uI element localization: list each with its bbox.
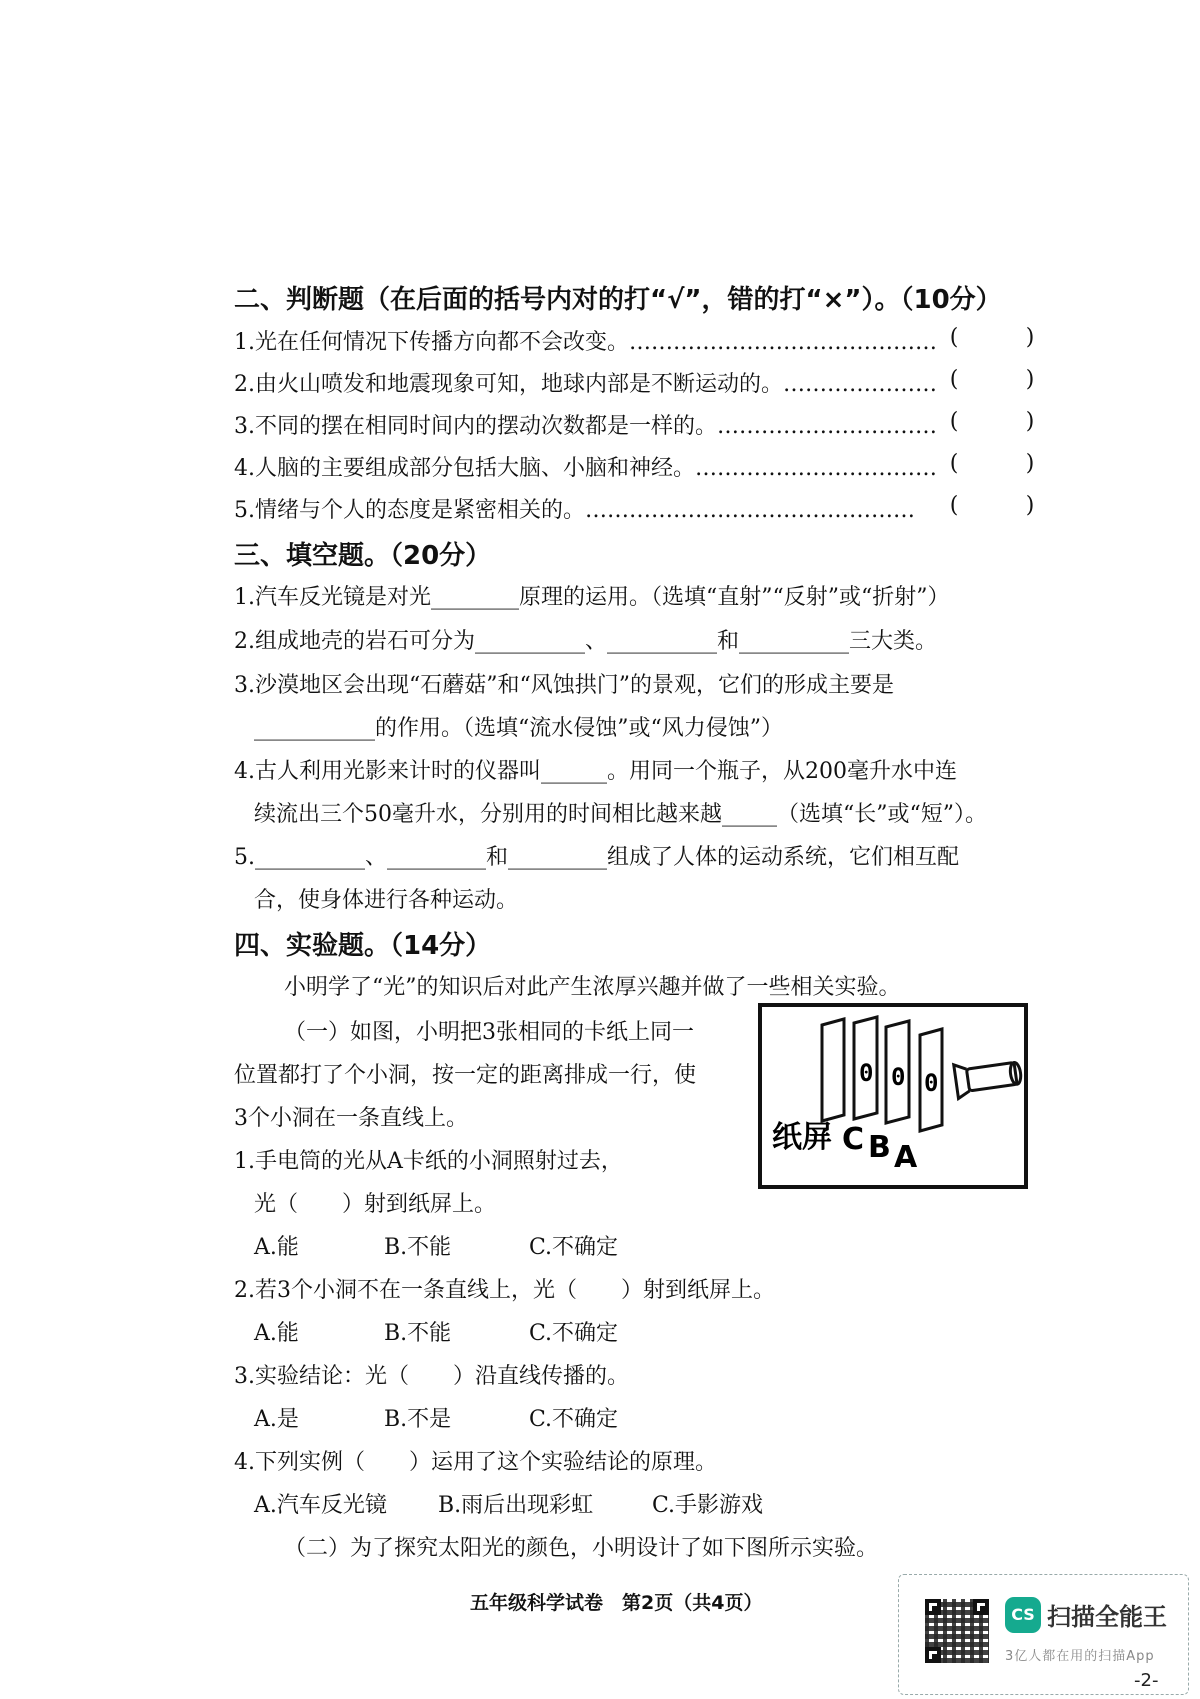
card-label-a: A [894, 1140, 918, 1175]
experiment-intro: 小明学了“光”的知识后对此产生浓厚兴趣并做了一些相关实验。 [284, 975, 901, 1000]
scanner-app-name: 扫描全能王 [1047, 1603, 1167, 1631]
fill-blank-line-4b: 续流出三个50毫升水，分别用的时间相比越来越_____（选填“长”或“短”）。 [254, 802, 987, 827]
part1-line-3: 3个小洞在一条直线上。 [234, 1106, 468, 1131]
q2-option-c: C.不确定 [529, 1321, 619, 1346]
q1-option-c: C.不确定 [529, 1235, 619, 1260]
answer-paren-open-3: ( [949, 409, 959, 434]
screen-panel [822, 1019, 844, 1121]
qr-finder [925, 1599, 941, 1615]
page-footer: 五年级科学试卷 第2页（共4页） [470, 1592, 763, 1614]
scan-page-number: -2- [1134, 1670, 1159, 1691]
fill-blank-line-4: 4.古人利用光影来计时的仪器叫______。用同一个瓶子，从200毫升水中连 [234, 759, 957, 784]
part1-line-2: 位置都打了个小洞，按一定的距离排成一行，使 [234, 1063, 697, 1088]
question-1: 1.手电筒的光从A卡纸的小洞照射过去， [234, 1149, 623, 1174]
q2-option-b: B.不能 [384, 1321, 452, 1346]
judgment-item-4: 4.人脑的主要组成部分包括大脑、小脑和神经。…………………………… [234, 456, 937, 481]
fill-blank-line-3: 3.沙漠地区会出现“石蘑菇”和“风蚀拱门”的景观，它们的形成主要是 [234, 673, 894, 698]
answer-paren-close-1: ) [1025, 325, 1035, 350]
q4-option-b: B.雨后出现彩虹 [438, 1493, 594, 1518]
fill-blank-line-3b: ___________的作用。（选填“流水侵蚀”或“风力侵蚀”） [254, 716, 783, 741]
question-1b: 光（ ）射到纸屏上。 [254, 1192, 497, 1217]
q4-option-c: C.手影游戏 [652, 1493, 764, 1518]
q3-option-c: C.不确定 [529, 1407, 619, 1432]
q1-option-b: B.不能 [384, 1235, 452, 1260]
fill-blank-line-1: 1.汽车反光镜是对光________原理的运用。（选填“直射”“反射”或“折射”） [234, 585, 950, 610]
question-2: 2.若3个小洞不在一条直线上，光（ ）射到纸屏上。 [234, 1278, 775, 1303]
answer-paren-close-5: ) [1025, 493, 1035, 518]
screen-label: 纸屏 [772, 1120, 832, 1155]
qr-finder [973, 1599, 989, 1615]
fill-blank-line-5: 5.__________、_________和_________组成了人体的运动系统，它们相互配 [234, 845, 959, 870]
pinhole-diagram [762, 1007, 1024, 1185]
answer-paren-open-2: ( [949, 367, 959, 392]
judgment-item-2: 2.由火山喷发和地震现象可知，地球内部是不断运动的。………………… [234, 372, 937, 397]
card-label-c: C [842, 1122, 865, 1157]
fill-blank-line-2: 2.组成地壳的岩石可分为__________、__________和__________三大类。 [234, 629, 937, 654]
q4-option-a: A.汽车反光镜 [254, 1493, 387, 1518]
part2-intro: （二）为了探究太阳光的颜色，小明设计了如下图所示实验。 [284, 1536, 879, 1561]
fill-blank-line-5b: 合，使身体进行各种运动。 [254, 888, 519, 913]
judgment-item-3: 3.不同的摆在相同时间内的摆动次数都是一样的。………………………… [234, 414, 937, 439]
section3-title: 三、填空题。（20分） [234, 541, 492, 571]
answer-paren-close-4: ) [1025, 451, 1035, 476]
hole-c: 0 [859, 1059, 874, 1087]
qr-finder [925, 1647, 941, 1663]
section4-title: 四、实验题。（14分） [234, 931, 492, 961]
answer-paren-open-1: ( [949, 325, 959, 350]
section2-title: 二、判断题（在后面的括号内对的打“√”，错的打“×”）。（10分） [234, 285, 1002, 315]
q1-option-a: A.能 [254, 1235, 299, 1260]
scanner-tagline: 3亿人都在用的扫描App [1005, 1649, 1155, 1664]
answer-paren-close-3: ) [1025, 409, 1035, 434]
q2-option-a: A.能 [254, 1321, 299, 1346]
flashlight-icon [954, 1056, 1023, 1099]
part1-line-1: （一）如图，小明把3张相同的卡纸上同一 [284, 1020, 694, 1045]
question-3: 3.实验结论：光（ ）沿直线传播的。 [234, 1364, 629, 1389]
card-label-b: B [868, 1130, 891, 1165]
judgment-item-5: 5.情绪与个人的态度是紧密相关的。……………………………………… [234, 498, 915, 523]
hole-b: 0 [891, 1063, 906, 1091]
judgment-item-1: 1.光在任何情况下传播方向都不会改变。…………………………………… [234, 330, 937, 355]
answer-paren-open-5: ( [949, 493, 959, 518]
q3-option-b: B.不是 [384, 1407, 452, 1432]
camscanner-logo-icon: CS [1005, 1597, 1041, 1633]
q3-option-a: A.是 [254, 1407, 299, 1432]
answer-paren-close-2: ) [1025, 367, 1035, 392]
answer-paren-open-4: ( [949, 451, 959, 476]
pinhole-figure [758, 1003, 1028, 1189]
question-4: 4.下列实例（ ）运用了这个实验结论的原理。 [234, 1450, 717, 1475]
hole-a: 0 [924, 1069, 939, 1097]
